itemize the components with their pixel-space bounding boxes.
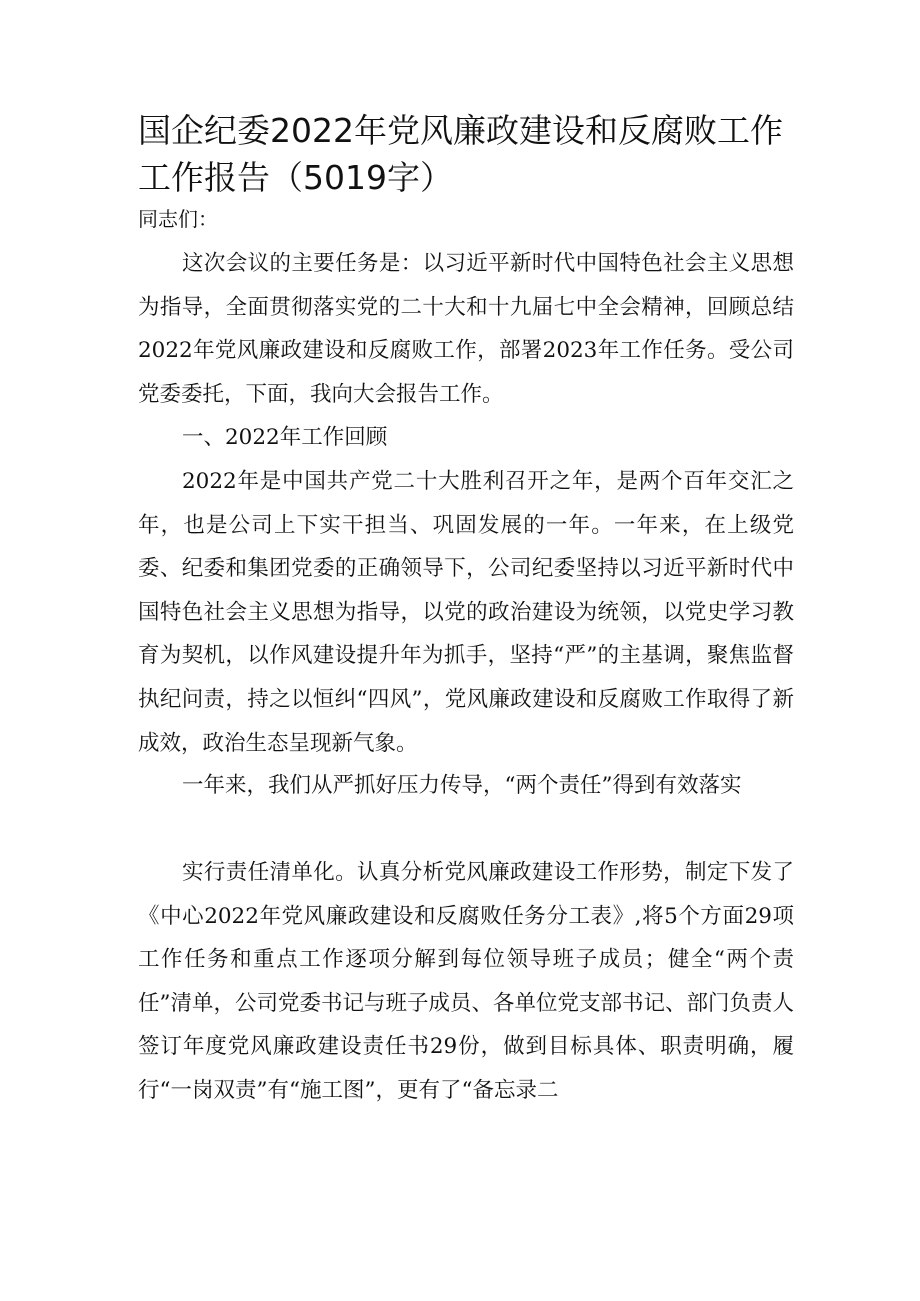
paragraph-responsibility-heading: 一年来，我们从严抓好压力传导，“两个责任”得到有效落实 bbox=[182, 773, 742, 798]
section-heading: 一、2022年工作回顾 bbox=[182, 425, 388, 450]
paragraph-review: 2022年是中国共产党二十大胜利召开之年，是两个百年交汇之年，也是公司上下实干担当、巩固发展的一年。一年来，在上级党委、纪委和集团党委的正确领导下，公司纪委坚持以习近平新时代中国特色社会主义思想为指导，以党的政治建设为统领，以党史学习教育为契机，以作风建设提升年为抓手，坚持“严”的主基调，聚焦监督执纪问责，持之以恒纠“四风”，党风廉政建设和反腐败工作取得了新成效，政治生态呈现新气象。 bbox=[138, 469, 794, 756]
salutation: 同志们： bbox=[138, 207, 218, 231]
document-title: 国企纪委2022年党风廉政建设和反腐败工作工作报告（5019字） bbox=[138, 111, 783, 197]
paragraph-intro: 这次会议的主要任务是：以习近平新时代中国特色社会主义思想为指导，全面贯彻落实党的二十大和十九届七中全会精神，回顾总结2022年党风廉政建设和反腐败工作，部署2023年工作任务。受公司党委委托，下面，我向大会报告工作。 bbox=[138, 251, 794, 407]
paragraph-responsibility-list: 实行责任清单化。认真分析党风廉政建设工作形势，制定下发了《中心2022年党风廉政建设和反腐败任务分工表》,将5个方面29项工作任务和重点工作逐项分解到每位领导班子成员；健全“两个责任”清单，公司党委书记与班子成员、各单位党支部书记、部门负责人签订年度党风廉政建设责任书29份，做到目标具体、职责明确，履行“一岗双责”有“施工图”，更有了“备忘录二 bbox=[138, 860, 794, 1103]
